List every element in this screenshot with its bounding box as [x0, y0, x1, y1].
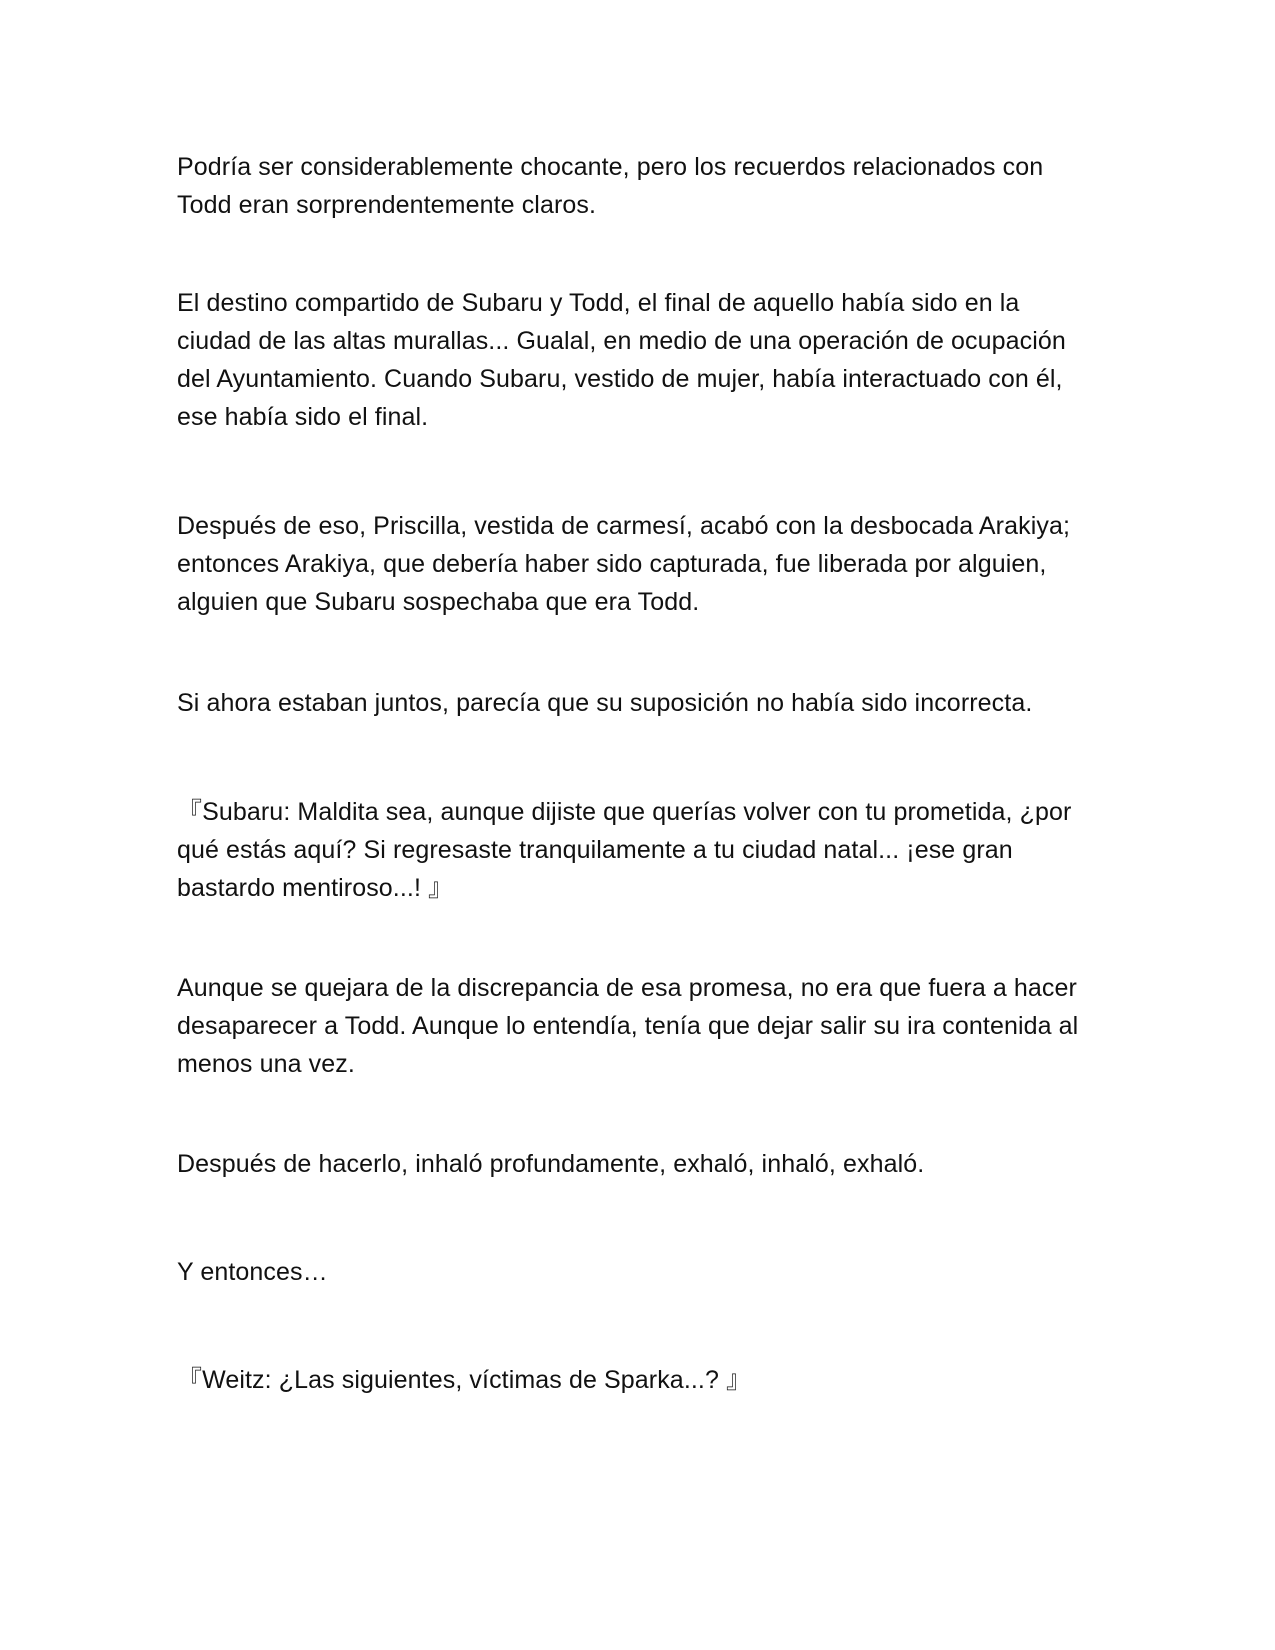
paragraph-together-now: Si ahora estaban juntos, parecía que su suposición no había sido incorrecta.: [177, 689, 1033, 717]
paragraph-shared-destiny: El destino compartido de Subaru y Todd, el final de aquello había sido en la ciudad de las altas murallas... Gualal, en medio de una operación de ocupación del Ayuntamiento. Cuando Subaru, vestido de mujer, había interactuado con él, ese había sido el final.: [177, 289, 1066, 431]
paragraph-and-then: Y entonces…: [177, 1258, 328, 1286]
paragraph-priscilla-arakiya: Después de eso, Priscilla, vestida de carmesí, acabó con la desbocada Arakiya; entonces Arakiya, que debería haber sido capturada, fue liberada por alguien, alguien que Subaru sospechaba que era Todd.: [177, 512, 1071, 616]
paragraph-breathing: Después de hacerlo, inhaló profundamente, exhaló, inhaló, exhaló.: [177, 1150, 925, 1178]
paragraph-complaint: Aunque se quejara de la discrepancia de esa promesa, no era que fuera a hacer desaparecer a Todd. Aunque lo entendía, tenía que dejar salir su ira contenida al menos una vez.: [177, 974, 1079, 1078]
paragraph-todd-memories: Podría ser considerablemente chocante, pero los recuerdos relacionados con Todd eran sorprendentemente claros.: [177, 153, 1044, 219]
dialogue-weitz: 『Weitz: ¿Las siguientes, víctimas de Sparka...? 』: [177, 1366, 752, 1394]
dialogue-subaru: 『Subaru: Maldita sea, aunque dijiste que querías volver con tu prometida, ¿por qué estás aquí? Si regresaste tranquilamente a tu ciudad natal... ¡ese gran bastardo mentiroso...! 』: [177, 798, 1072, 902]
